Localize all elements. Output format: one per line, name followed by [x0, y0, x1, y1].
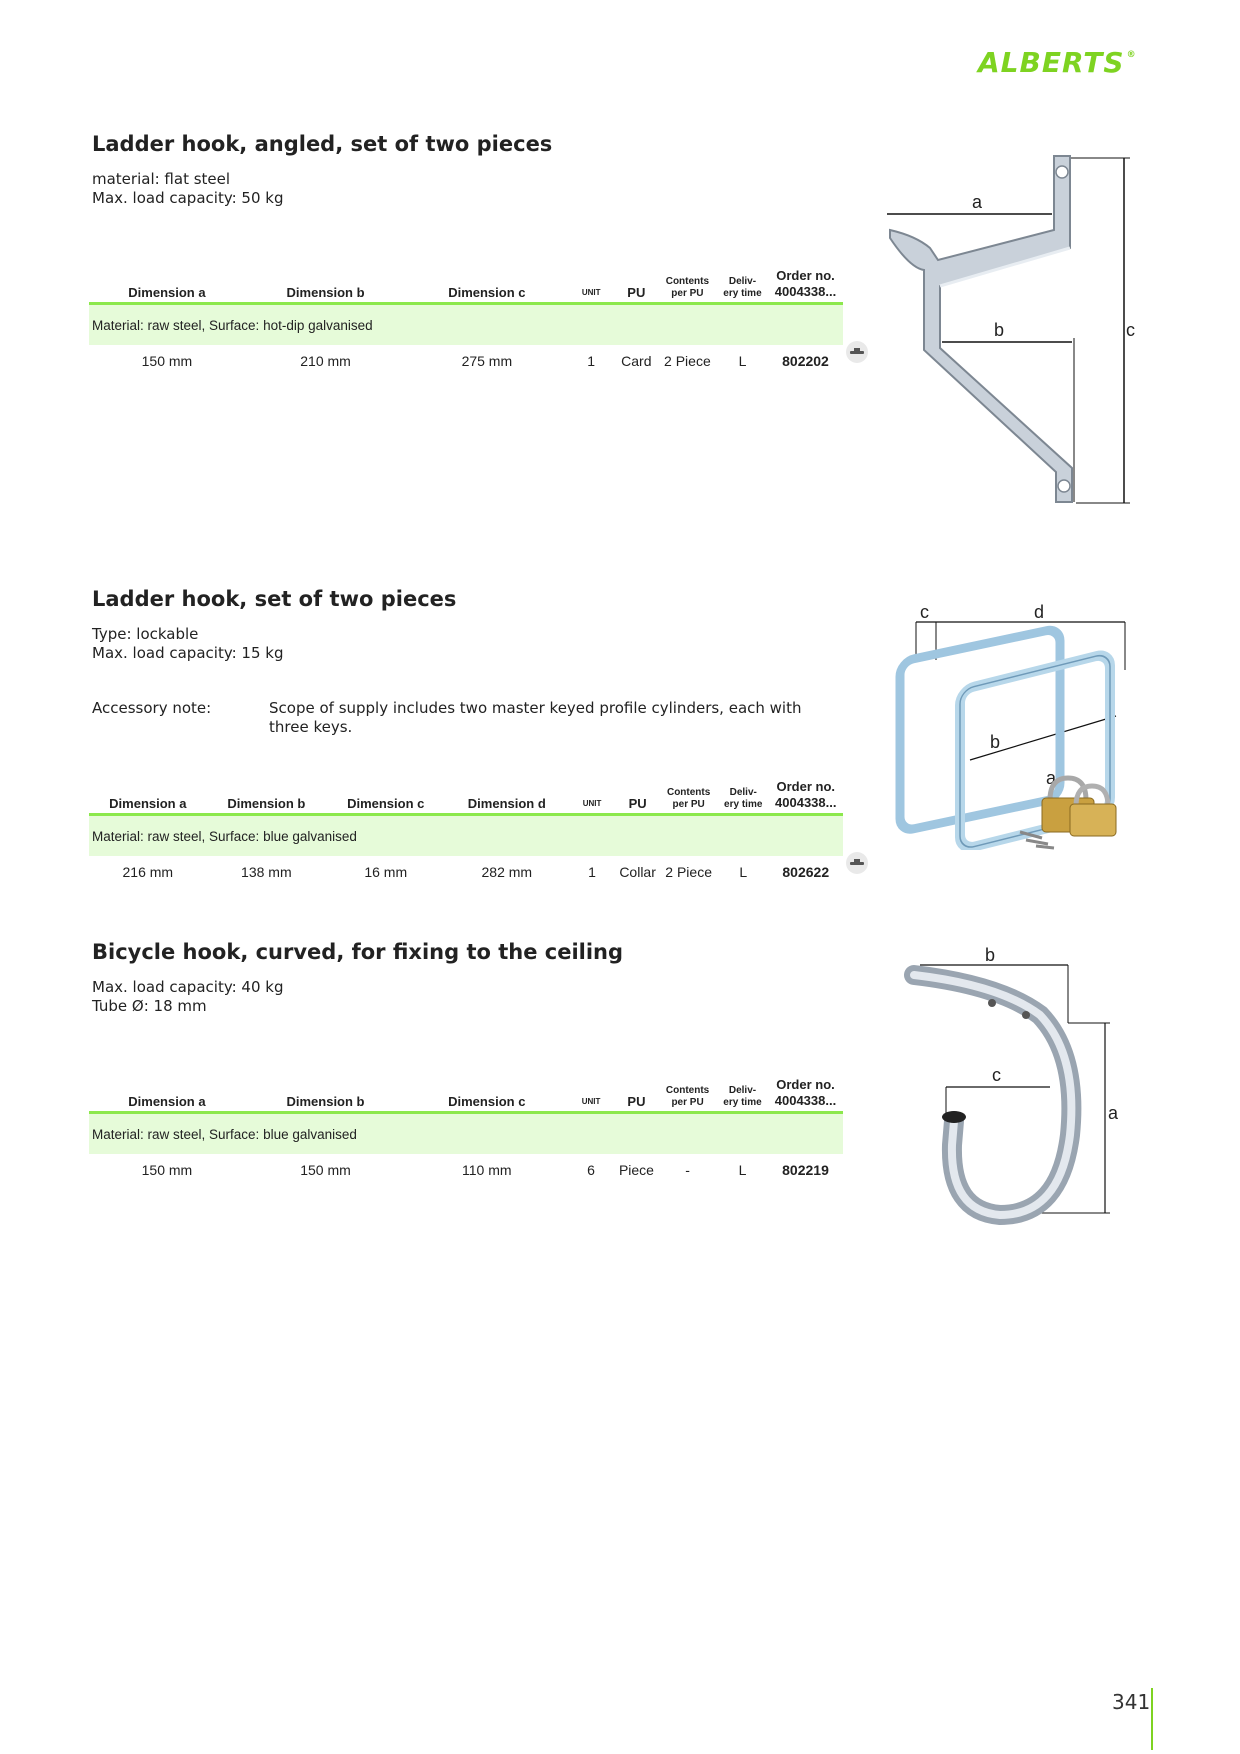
material-row: Material: raw steel, Surface: blue galvanised — [89, 815, 843, 857]
desc-line: Max. load capacity: 40 kg — [92, 978, 284, 996]
col-dimension-c: Dimension c — [406, 1077, 567, 1113]
cell-pu: Collar — [619, 864, 656, 880]
cell-dimension-a: 150 mm — [141, 1162, 193, 1178]
desc-line: Tube Ø: 18 mm — [92, 997, 207, 1015]
col-pu: PU — [615, 1077, 659, 1113]
desc-line: Max. load capacity: 50 kg — [92, 189, 284, 207]
dim-label-c: c — [992, 1065, 1001, 1085]
material-row: Material: raw steel, Surface: blue galvanised — [89, 1113, 843, 1155]
col-dimension-a: Dimension a — [89, 779, 207, 815]
col-contents: Contents per PU — [659, 779, 718, 815]
col-dimension-b: Dimension b — [245, 1077, 406, 1113]
col-pu: PU — [615, 268, 658, 304]
product-title: Bicycle hook, curved, for fixing to the ceiling — [92, 940, 624, 964]
col-dimension-a: Dimension a — [89, 268, 245, 304]
cell-dimension-c: 110 mm — [462, 1162, 512, 1178]
dim-label-b: b — [985, 945, 996, 965]
col-delivery: Deliv- ery time — [717, 1077, 768, 1113]
cell-dimension-a: 216 mm — [122, 864, 174, 880]
col-unit: UNIT — [568, 779, 616, 815]
col-dimension-b: Dimension b — [245, 268, 406, 304]
cell-unit: 1 — [587, 353, 596, 369]
cell-dimension-b: 150 mm — [300, 1162, 351, 1178]
cell-delivery: L — [738, 353, 747, 369]
cell-delivery: L — [739, 864, 748, 880]
cell-dimension-b: 138 mm — [241, 864, 292, 880]
product-description — [92, 170, 284, 208]
desc-line: Max. load capacity: 15 kg — [92, 644, 284, 662]
dim-label-c: c — [1126, 320, 1135, 340]
dim-label-b: b — [990, 732, 1001, 752]
product-image-ladder-hook-lockable — [880, 600, 1140, 850]
cell-order-no[interactable]: 802622 — [782, 864, 830, 880]
col-unit: UNIT — [567, 1077, 614, 1113]
spec-table — [89, 268, 843, 377]
spec-table — [89, 1077, 843, 1186]
col-order-no: Order no. 4004338... — [768, 268, 843, 304]
product-description — [92, 978, 284, 1016]
product-title: Ladder hook, set of two pieces — [92, 587, 457, 611]
cell-contents: 2 Piece — [664, 353, 711, 369]
table-row — [89, 856, 843, 888]
cell-unit: 6 — [587, 1162, 595, 1178]
product-title: Ladder hook, angled, set of two pieces — [92, 132, 553, 156]
table-row — [89, 345, 843, 377]
cell-pu: Card — [621, 353, 652, 369]
cell-order-no[interactable]: 802219 — [782, 1162, 829, 1178]
dim-label-a: a — [1046, 768, 1057, 788]
cart-icon[interactable] — [846, 852, 868, 874]
page-number: 341 — [1112, 1690, 1151, 1714]
col-dimension-a: Dimension a — [89, 1077, 245, 1113]
dim-label-d: d — [1034, 602, 1045, 622]
cell-dimension-a: 150 mm — [141, 353, 193, 369]
accessory-note-text: Scope of supply includes two master keyed profile cylinders, each with three keys. — [269, 699, 802, 736]
cell-dimension-b: 210 mm — [300, 353, 351, 369]
cell-pu: Piece — [618, 1162, 654, 1178]
cell-dimension-d: 282 mm — [481, 864, 533, 880]
page-number-divider — [1151, 1688, 1153, 1750]
cell-contents: - — [685, 1162, 690, 1178]
col-delivery: Deliv- ery time — [718, 779, 769, 815]
material-row: Material: raw steel, Surface: hot-dip galvanised — [89, 304, 843, 346]
col-dimension-c: Dimension c — [326, 779, 445, 815]
desc-line: Type: lockable — [92, 625, 199, 643]
cell-unit: 1 — [588, 864, 596, 880]
col-dimension-b: Dimension b — [207, 779, 326, 815]
col-order-no: Order no. 4004338... — [769, 779, 843, 815]
product-image-ladder-hook-angled — [880, 150, 1140, 520]
col-delivery: Deliv- ery time — [717, 268, 768, 304]
brand-logo: ALBERTS ® — [978, 46, 1137, 79]
cell-delivery: L — [738, 1162, 747, 1178]
col-dimension-c: Dimension c — [406, 268, 567, 304]
col-contents: Contents per PU — [658, 268, 717, 304]
col-dimension-d: Dimension d — [445, 779, 568, 815]
col-contents: Contents per PU — [658, 1077, 717, 1113]
product-image-bicycle-hook — [900, 945, 1130, 1235]
cart-icon[interactable] — [846, 341, 868, 363]
spec-table — [89, 779, 843, 888]
cell-dimension-c: 16 mm — [364, 864, 408, 880]
col-unit: UNIT — [568, 268, 615, 304]
desc-line: material: flat steel — [92, 170, 231, 188]
cell-order-no[interactable]: 802202 — [782, 353, 829, 369]
dim-label-c: c — [920, 602, 929, 622]
col-order-no: Order no. 4004338... — [768, 1077, 843, 1113]
dim-label-b: b — [994, 320, 1005, 340]
dim-label-a: a — [1108, 1103, 1119, 1123]
product-description — [92, 625, 284, 663]
cell-contents: 2 Piece — [665, 864, 712, 880]
col-pu: PU — [616, 779, 659, 815]
table-row — [89, 1154, 843, 1186]
dim-label-a: a — [972, 192, 983, 212]
cell-dimension-c: 275 mm — [461, 353, 513, 369]
accessory-note-label: Accessory note: — [92, 699, 212, 717]
